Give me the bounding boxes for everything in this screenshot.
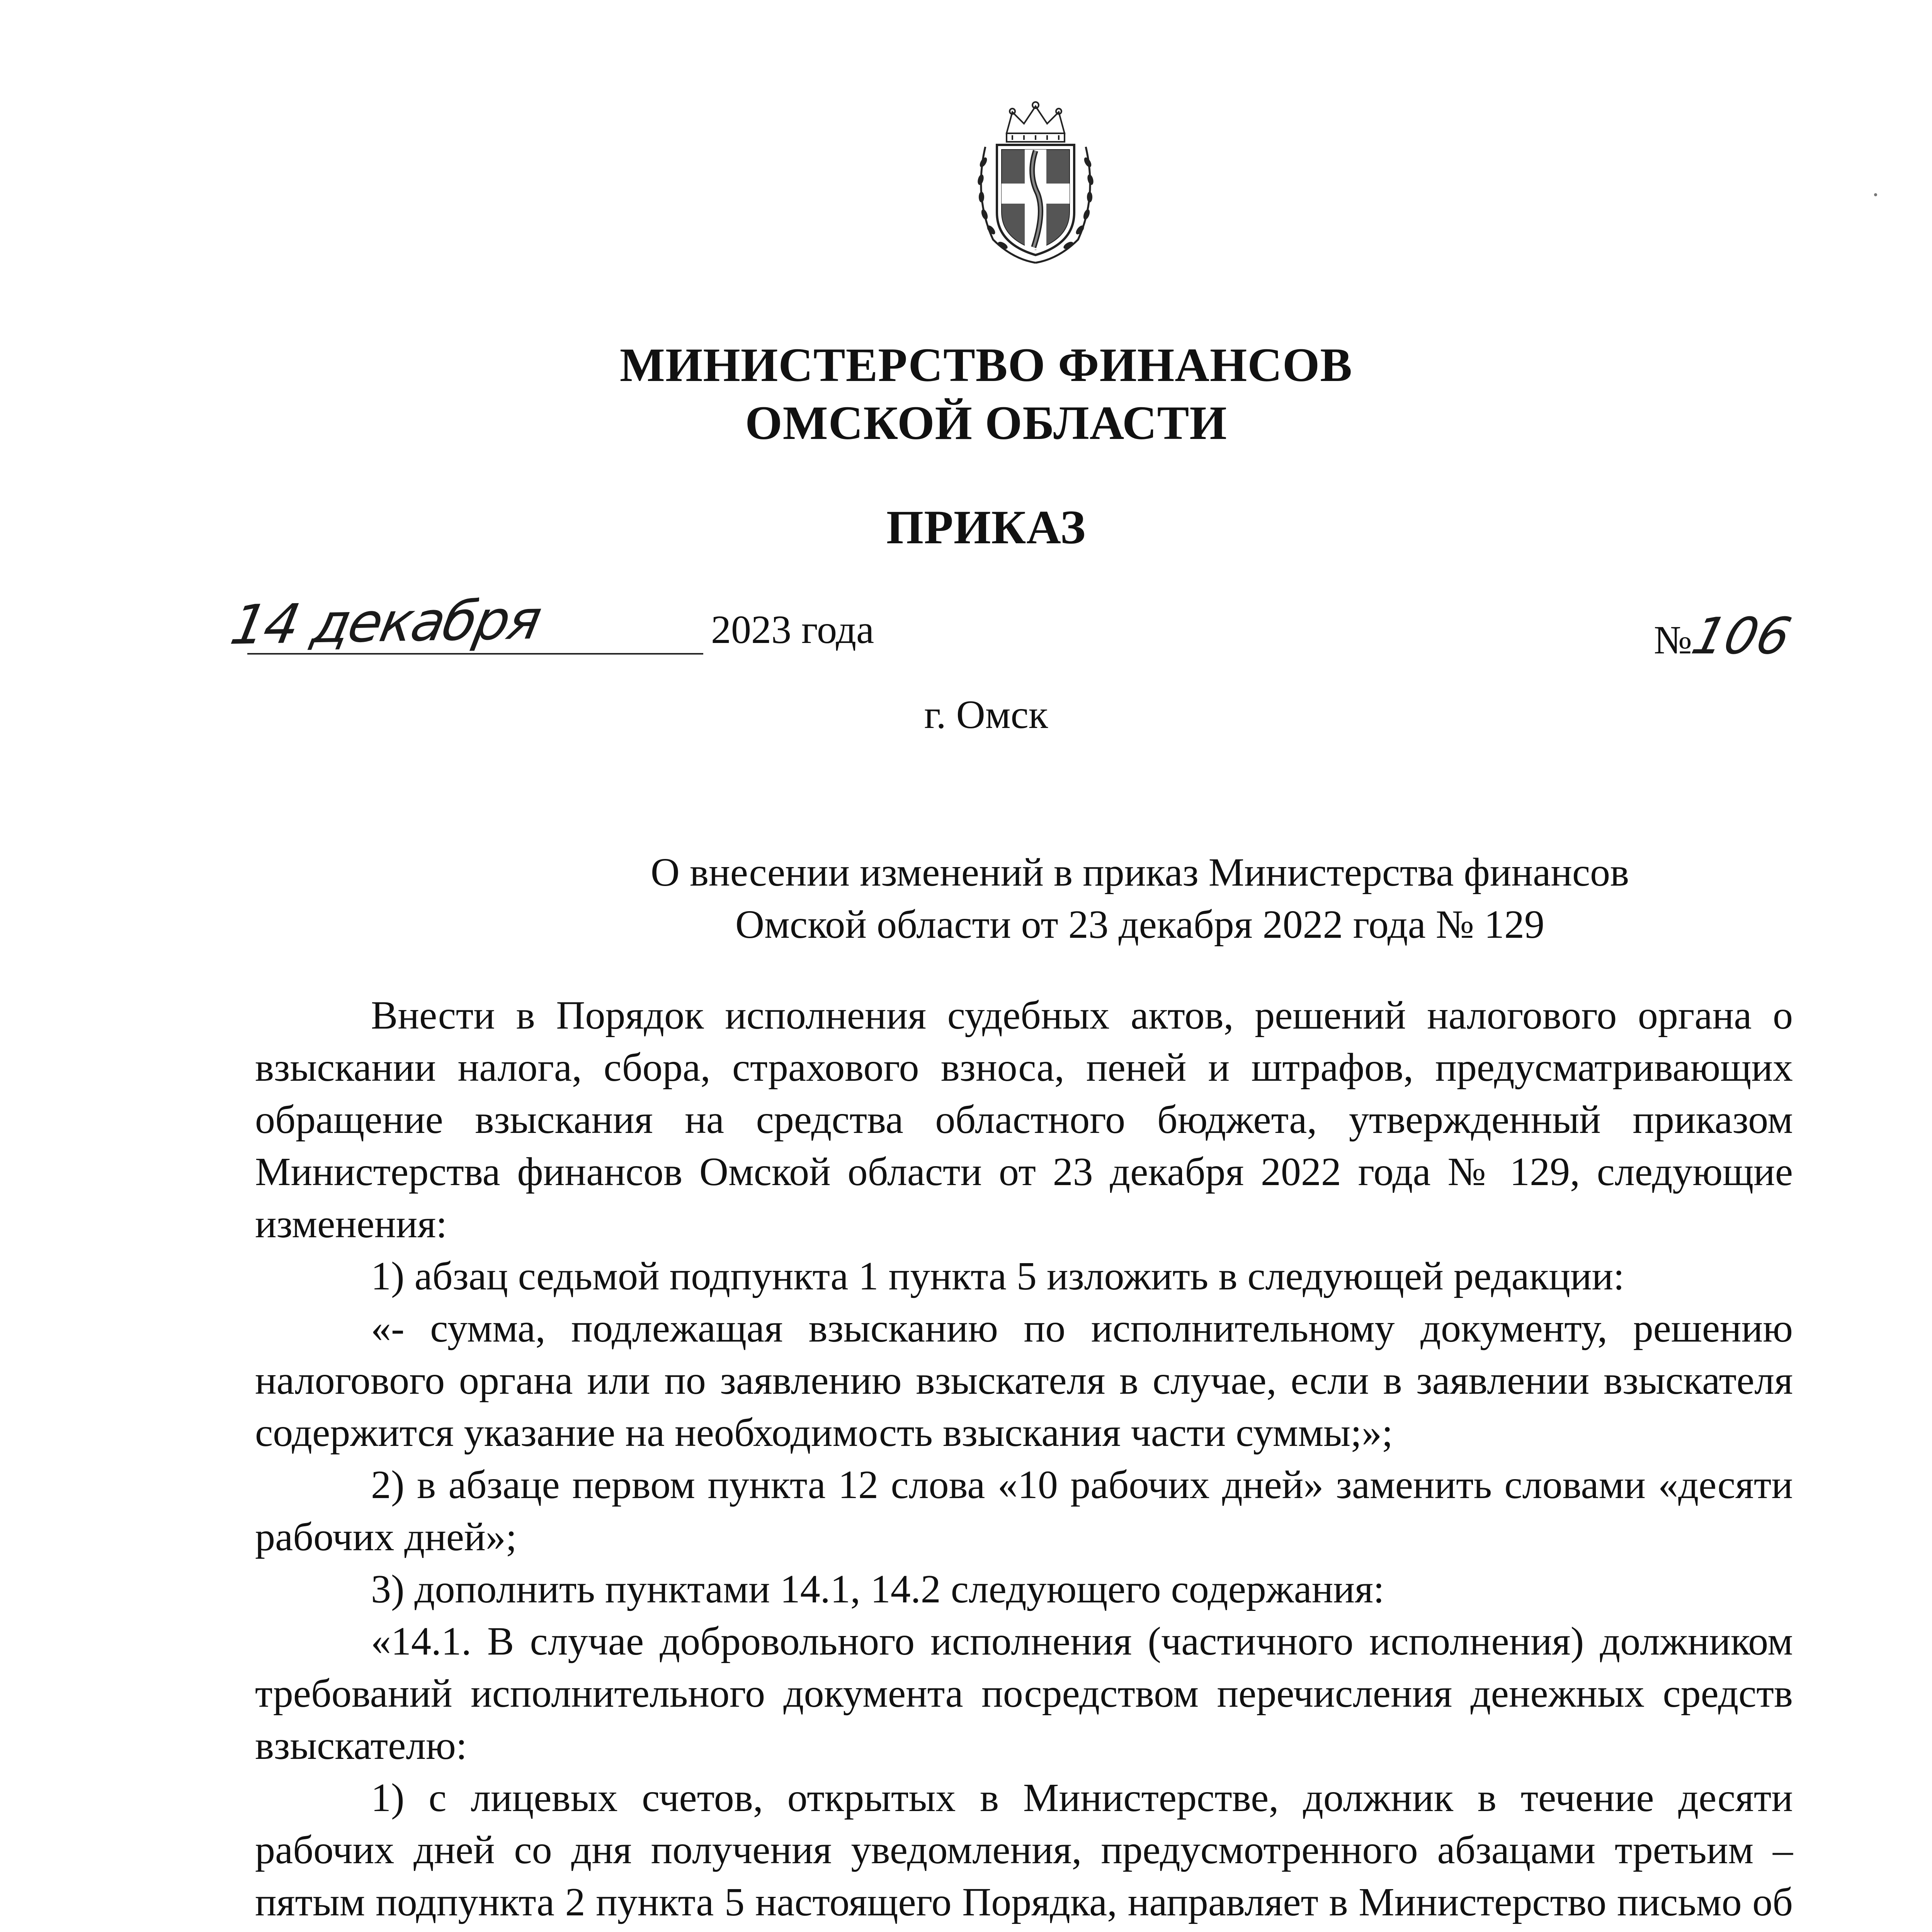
document-body [255, 989, 1793, 1932]
body-paragraph: 3) дополнить пунктами 14.1, 14.2 следующего содержания: [371, 1567, 1384, 1611]
number-sign: № [1654, 618, 1692, 662]
ministry-name-line2: ОМСКОЙ ОБЛАСТИ [745, 396, 1227, 449]
coat-of-arms-icon [970, 97, 1101, 267]
handwritten-date: 14 декабря [226, 588, 546, 657]
body-paragraph: 1) абзац седьмой подпункта 1 пункта 5 изложить в следующей редакции: [371, 1254, 1625, 1298]
document-subject [386, 846, 1893, 951]
date-number-row [226, 588, 1797, 668]
ministry-name-line1: МИНИСТЕРСТВО ФИНАНСОВ [619, 338, 1353, 391]
city: г. Омск [924, 692, 1048, 737]
subject-line2: Омской области от 23 декабря 2022 года № 129 [735, 902, 1544, 947]
document-type-title: ПРИКАЗ [886, 501, 1086, 554]
date-underline [247, 653, 703, 655]
scan-speck [1874, 193, 1877, 196]
document-number [1654, 607, 1797, 665]
body-paragraph: 2) в абзаце первом пункта 12 слова «10 рабочих дней» заменить словами «десяти рабочих дней»; [255, 1463, 1793, 1559]
body-paragraph: 1) с лицевых счетов, открытых в Министерстве, должник в течение десяти рабочих дней со дня получения уведомления, предусмотренного абзацами третьим – пятым подпункта 2 пункта 5 настоящего Порядка, направляет в Министерство письмо об [255, 1776, 1793, 1924]
body-paragraph: Внести в Порядок исполнения судебных актов, решений налогового органа о взыскании налога, сбора, страхового взноса, пеней и штрафов, предусматривающих обращение взыскания на средства областного бюджета, утвержденный приказом Министерства финансов Омской области от 23 декабря 2022 года № 129, следующие изменения: [255, 993, 1793, 1246]
handwritten-number: 106 [1686, 607, 1797, 665]
date-year: 2023 года [711, 607, 874, 652]
body-paragraph: «- сумма, подлежащая взысканию по исполнительному документу, решению налогового органа или по заявлению взыскателя в случае, если в заявлении взыскателя содержится указание на необходимость взыскания части суммы;»; [255, 1306, 1793, 1455]
body-paragraph: «14.1. В случае добровольного исполнения (частичного исполнения) должником требований исполнительного документа посредством перечисления денежных средств взыскателю: [255, 1619, 1793, 1768]
subject-line1: О внесении изменений в приказ Министерства финансов [650, 850, 1629, 895]
